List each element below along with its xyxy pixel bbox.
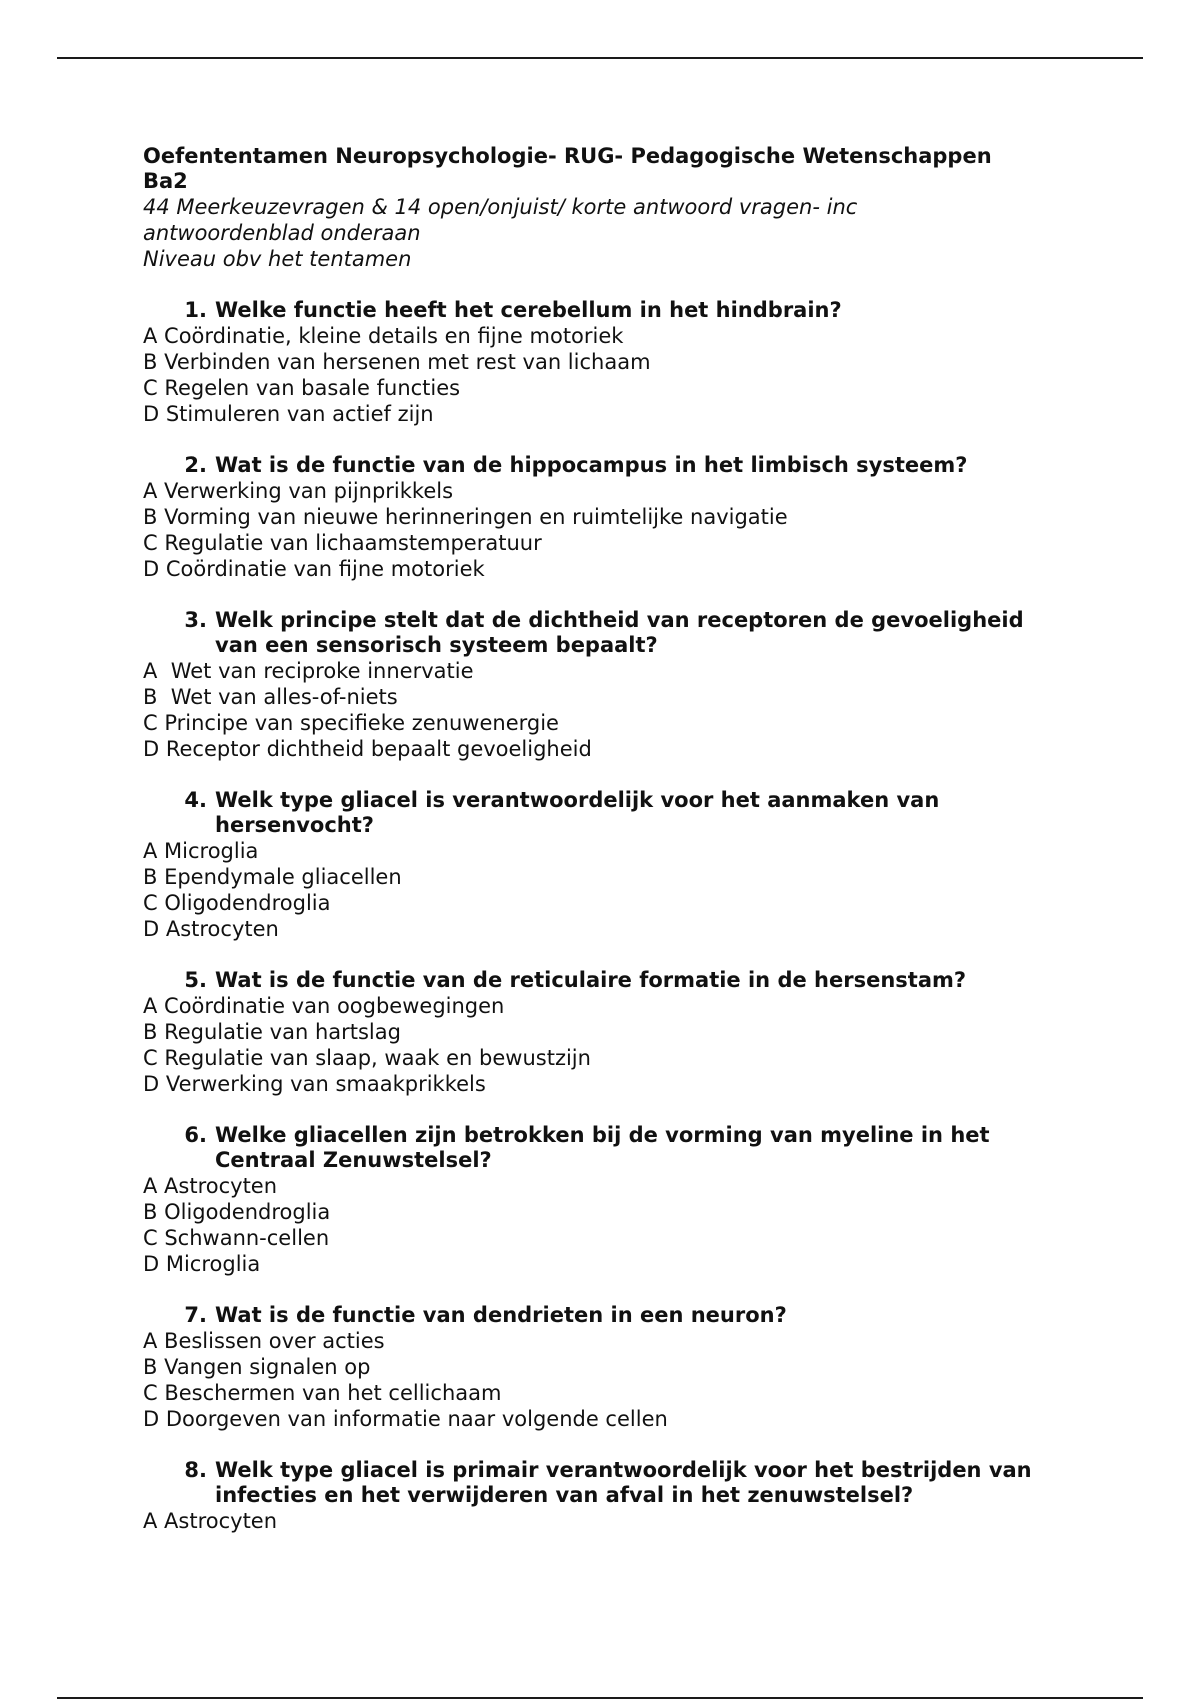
document-subtitle: 44 Meerkeuzevragen & 14 open/onjuist/ korte antwoord vragen- inc (143, 195, 858, 219)
question-text: Welk type gliacel is primair verantwoordelijk voor het bestrijden van infecties en het verwijderen van afval in het zenuwstelsel? (215, 1458, 1032, 1507)
question-heading (143, 608, 1063, 658)
document-title-cont: Ba2 (143, 169, 188, 193)
answer-option: B Wet van alles-of-niets (143, 685, 398, 709)
footer-rule (57, 1697, 1143, 1699)
question-number: 6. (184, 1123, 207, 1147)
answer-option: C Regulatie van lichaamstemperatuur (143, 531, 542, 555)
answer-option: A Astrocyten (143, 1174, 278, 1198)
question-text: Welk type gliacel is verantwoordelijk voor het aanmaken van hersenvocht? (215, 788, 940, 837)
answer-option: B Regulatie van hartslag (143, 1020, 401, 1044)
answer-option: C Schwann-cellen (143, 1226, 330, 1250)
question-text: Welke gliacellen zijn betrokken bij de vorming van myeline in het Centraal Zenuwstelsel? (215, 1123, 990, 1172)
answer-option: D Astrocyten (143, 917, 279, 941)
answer-option: D Microglia (143, 1252, 261, 1276)
answer-option: C Regulatie van slaap, waak en bewustzijn (143, 1046, 591, 1070)
question-block (143, 968, 1063, 1097)
question-number: 7. (184, 1303, 207, 1327)
question-block (143, 1123, 1063, 1277)
answer-option: C Regelen van basale functies (143, 376, 461, 400)
question-block (143, 1458, 1063, 1534)
answer-option: B Oligodendroglia (143, 1200, 331, 1224)
document-body (143, 144, 1063, 1534)
header-rule (57, 57, 1143, 59)
question-text: Welk principe stelt dat de dichtheid van receptoren de gevoeligheid van een sensorisch systeem bepaalt? (215, 608, 1024, 657)
question-block (143, 608, 1063, 762)
answer-option: D Verwerking van smaakprikkels (143, 1072, 486, 1096)
question-block (143, 1303, 1063, 1432)
question-number: 1. (184, 298, 207, 322)
document-subtitle-cont: antwoordenblad onderaan (143, 221, 421, 245)
question-block (143, 298, 1063, 427)
document-title: Oefententamen Neuropsychologie- RUG- Pedagogische Wetenschappen (143, 144, 992, 168)
answer-option: D Coördinatie van fijne motoriek (143, 557, 485, 581)
answer-option: A Wet van reciproke innervatie (143, 659, 474, 683)
answer-option: B Verbinden van hersenen met rest van lichaam (143, 350, 651, 374)
answer-option: A Verwerking van pijnprikkels (143, 479, 454, 503)
answer-option: B Vorming van nieuwe herinneringen en ruimtelijke navigatie (143, 505, 788, 529)
answer-option: C Oligodendroglia (143, 891, 331, 915)
question-number: 2. (184, 453, 207, 477)
answer-option: B Ependymale gliacellen (143, 865, 402, 889)
question-number: 8. (184, 1458, 207, 1482)
question-text: Wat is de functie van de hippocampus in het limbisch systeem? (215, 453, 968, 477)
question-heading (143, 1303, 1063, 1328)
answer-option: D Doorgeven van informatie naar volgende cellen (143, 1407, 668, 1431)
question-heading (143, 1458, 1063, 1508)
answer-option: C Beschermen van het cellichaam (143, 1381, 502, 1405)
question-number: 5. (184, 968, 207, 992)
answer-option: D Stimuleren van actief zijn (143, 402, 434, 426)
question-list (143, 298, 1063, 1534)
question-heading (143, 788, 1063, 838)
question-heading (143, 453, 1063, 478)
answer-option: D Receptor dichtheid bepaalt gevoeligheid (143, 737, 592, 761)
question-heading (143, 1123, 1063, 1173)
question-block (143, 453, 1063, 582)
answer-option: A Microglia (143, 839, 259, 863)
answer-option: A Coördinatie, kleine details en fijne motoriek (143, 324, 624, 348)
question-text: Wat is de functie van dendrieten in een neuron? (215, 1303, 787, 1327)
answer-option: A Astrocyten (143, 1509, 278, 1533)
question-number: 3. (184, 608, 207, 632)
question-heading (143, 298, 1063, 323)
answer-option: B Vangen signalen op (143, 1355, 371, 1379)
question-heading (143, 968, 1063, 993)
document-level-note: Niveau obv het tentamen (143, 247, 412, 271)
question-text: Wat is de functie van de reticulaire formatie in de hersenstam? (215, 968, 967, 992)
question-text: Welke functie heeft het cerebellum in het hindbrain? (215, 298, 842, 322)
answer-option: A Beslissen over acties (143, 1329, 385, 1353)
question-number: 4. (184, 788, 207, 812)
question-block (143, 788, 1063, 942)
answer-option: A Coördinatie van oogbewegingen (143, 994, 505, 1018)
answer-option: C Principe van specifieke zenuwenergie (143, 711, 559, 735)
